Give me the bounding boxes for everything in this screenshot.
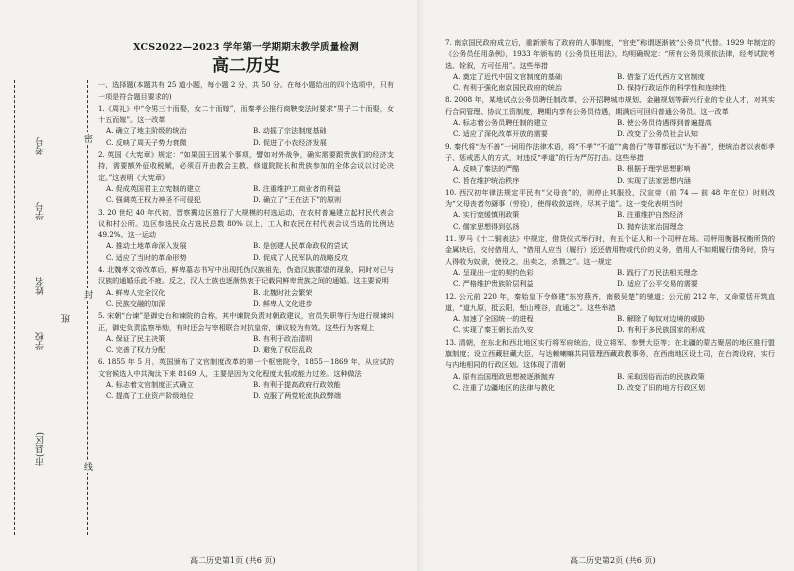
answer-option: A. 鲜卑人完全汉化	[106, 287, 166, 297]
question-item	[445, 233, 775, 289]
exam-title: XCS2022—2023 学年第一学期期末教学质量检测	[133, 42, 359, 53]
answer-option: C. 强调英王权力神圣不可侵犯	[106, 195, 201, 205]
option-grid	[98, 240, 394, 263]
question-item	[98, 264, 394, 309]
question-stem: 4. 北魏孝文帝改革后，鲜卑墓志书写中出现托伪汉族祖先，伪造汉族郡望的现象，同时对已与汉族的通婚乐此不疲。反之，汉人士族也逐渐热衷于记载同鲜卑贵族之间的通婚。这主要说明	[98, 265, 394, 286]
page-footer: 高二历史第1页 (共6 页)	[190, 556, 276, 565]
city-field-label: 市(县区)	[36, 432, 46, 467]
option-grid	[98, 183, 394, 206]
answer-option: A. 加速了全国统一的进程	[453, 314, 534, 324]
answer-option: D. 改变了旧的地方行政区划	[617, 382, 705, 392]
section-title: 一、选择题(本题共有 25 道小题，每小题 2 分，共 50 分。在每小题给出的四个选项中，只有一项是符合题目要求的)	[98, 80, 394, 101]
seal-mark: 封	[84, 288, 93, 301]
answer-option: B. 是创建人民革命政权的尝试	[253, 241, 348, 251]
answer-option: C. 儒家思想得到弘扬	[453, 221, 520, 231]
answer-option: B. 采取因俗而治的民族政策	[617, 371, 705, 381]
answer-option: D. 抛弃法家治国理念	[617, 221, 684, 231]
option-grid	[445, 117, 775, 140]
name-field-label: 姓名	[36, 277, 46, 295]
question-stem: 13. 清朝，在东北和西北地区实行将军府统治，设立将军、参赞大臣等；在北疆的蒙古聚居的地区推行盟旗制度；设立西藏驻藏大臣，与达赖喇嘛共同管理西藏政教事务，在西南地区设土司，在台湾设府，实行与内地相同的行政区划。这体现了清朝	[445, 337, 775, 370]
option-grid	[98, 287, 394, 310]
answer-option: A. 促成英国君主立宪制的建立	[106, 183, 201, 193]
option-grid	[98, 379, 394, 402]
option-grid	[445, 267, 775, 290]
answer-option: C. 民族交融的加深	[106, 298, 166, 308]
question-item	[445, 141, 775, 186]
question-item	[98, 103, 394, 148]
question-stem: 7. 南京国民政府成立后，重新颁布了政府的人事制度，“官吏”称谓逐渐被“公务员”代替。1929 年制定的《公务员任用条例》，1933 年颁布的《公务员任用法》，均明确规定：“所有公务员须依法律，经考试院考选、铨叙，方可任用”。这些举措	[445, 38, 775, 70]
question-stem: 6. 1855 年 5 月，英国颁布了文官制度改革的第一个枢密院令，1855－1869 年，从应试的文官候选人中共淘汰下来 8169 人，主要是因为文化程度太低或能力过差。这种做法	[98, 357, 394, 378]
question-item	[445, 94, 775, 139]
binding-dashed-line	[14, 80, 15, 535]
option-grid	[445, 209, 775, 232]
question-stem: 12. 公元前 220 年，秦始皇下令修建“东穷燕齐，南极吴楚”的驰道；公元前 212 年，又命蒙恬开筑直道，“道九原，抵云阳，堑山堙谷，直通之”。这些举措	[445, 291, 775, 312]
option-grid	[98, 125, 394, 148]
binding-margin	[12, 80, 92, 535]
answer-option: C. 严格维护贵族阶层利益	[453, 279, 534, 289]
question-stem: 2. 英国《大宪章》规定：“如果国王因某个事项，譬如对外战争，确实需要跟贵族们的经济支持，需要额外征收税赋，必须召开由教会主教、修道院院长和贵族参加的全体会议以讨论决定。”这表明《大宪章》	[98, 150, 394, 182]
answer-option: A. 呈现出一定的契约色彩	[453, 267, 534, 277]
answer-option: D. 克服了两党轮流执政弊端	[253, 391, 341, 401]
answer-option: D. 促进了小农经济发展	[253, 137, 327, 147]
answer-option: D. 实现了法家思想内涵	[617, 175, 691, 185]
answer-option: A. 标志着文官制度正式确立	[106, 380, 194, 390]
school-field-label: 学校	[36, 332, 46, 350]
answer-option: A. 实行宽缓慎刑政策	[453, 210, 520, 220]
answer-option: A. 原有治国理政思想被逐渐抛弃	[453, 371, 555, 381]
option-grid	[445, 163, 775, 186]
answer-option: C. 实现了秦王朝长治久安	[453, 325, 534, 335]
answer-option: C. 提高了工业资产阶级地位	[106, 391, 194, 401]
answer-option: A. 推动土地革命深入发展	[106, 241, 187, 251]
answer-option: D. 有利于多民族国家的形成	[617, 325, 705, 335]
answer-option: D. 促成了人民军队的战略反攻	[253, 252, 349, 262]
seal-mark: 线	[84, 460, 93, 473]
question-stem: 1.《周礼》中“令男三十而娶，女二十而嫁”，而秦孝公推行商鞅变法时要求“男子二十而娶，女十五而嫁”。这一改革	[98, 103, 394, 125]
question-item	[98, 207, 394, 263]
answer-option: C. 有利于强化南京国民政府的统治	[453, 83, 562, 93]
answer-option: B. 有利于提高政府行政效能	[253, 380, 341, 390]
answer-option: C. 适应了当时的革命形势	[106, 252, 187, 262]
answer-option: A. 奠定了近代中国文官制度的基础	[453, 71, 562, 81]
seat-field-label: 学号	[36, 202, 46, 220]
answer-option: D. 保持行政运作的科学性和连续性	[617, 83, 727, 93]
question-item	[98, 310, 394, 355]
subject-title: 高二历史	[212, 56, 280, 77]
class-field-label: 班	[62, 314, 72, 323]
answer-option: B. 注重维护自然经济	[617, 210, 684, 220]
right-page	[445, 36, 775, 393]
question-list	[98, 103, 394, 402]
page-footer: 高二历史第2页 (共6 页)	[570, 556, 656, 565]
question-stem: 11. 罗马《十二铜表法》中规定，借贷仪式举行时，有五个证人和一个司秤在场。司秤用衡器权衡所贷的金属块后，交付借用人，“借用人应当（履行）还还借用物或代价的义务，借用人不如期履行债务时，贷与人得收为奴隶，使役之，出卖之，杀戮之”。这一规定	[445, 234, 775, 266]
option-grid	[98, 333, 394, 356]
answer-option: D. 改变了公务员社会认知	[617, 129, 698, 139]
question-stem: 3. 20 世纪 40 年代初，晋察冀边区推行了大规模的村选运动，在农村普遍建立起村民代表会议和村公所。边区参选民众占选民总数 80% 以上，工人和农民在村代表会议当选的比例达 49.2%。这一运动	[98, 207, 394, 240]
answer-option: B. 根据于理学思想影响	[617, 164, 691, 174]
answer-option: C. 反映了周天子势力衰微	[106, 137, 187, 147]
exam-number-field-label: 考号	[36, 137, 46, 155]
option-grid	[445, 313, 775, 336]
left-page	[98, 36, 394, 402]
answer-option: D. 确立了“王在法下”的原则	[253, 195, 342, 205]
page-spine	[417, 0, 425, 571]
answer-option: A. 标志着公务员聘任制的建立	[453, 118, 548, 128]
question-stem: 10. 西汉初年律法规定平民有“父母丧”的，则停止其服役，汉宣帝（前 74 — 前 48 年在位）时则改为“父母丧者勿繇事（劳役），使得收敛送终，尽其子道”。这一变化表明当时	[445, 187, 775, 209]
answer-option: D. 避免了权臣乱政	[253, 345, 313, 355]
option-grid	[445, 371, 775, 394]
answer-option: B. 借鉴了近代西方文官制度	[617, 71, 705, 81]
question-item	[98, 356, 394, 401]
question-stem: 9. 秦代将“为不善”一词用作法律术语，将“不孝”“不道”“禽兽行”等罪都冠以“为不善”，使统治者以表彰孝子、惩戒恶人的方式，对违反“孝道”的行为严厉打击。这些举措	[445, 141, 775, 162]
option-grid	[445, 71, 775, 94]
answer-option: B. 有利于政治清明	[253, 333, 313, 343]
answer-option: C. 适应了深化改革开放的需要	[453, 129, 548, 139]
question-stem: 5. 宋朝“台谏”是御史台和谏院的合称，其中谏院负责对朝政建议，官员失职等行为进行规谏纠正，御史负责监察举劾，有时还会与宰相联合对抗皇帝，谏议较为有效。这些行为客观上	[98, 311, 394, 332]
answer-option: A. 反映了秦法的严酷	[453, 164, 520, 174]
answer-option: D. 鲜卑人文化进步	[253, 298, 313, 308]
answer-option: D. 适应了公平交易的需要	[617, 279, 698, 289]
question-item	[445, 291, 775, 336]
question-item	[445, 37, 775, 93]
answer-option: B. 解除了匈奴对边境的威胁	[617, 314, 705, 324]
seal-mark: 密	[84, 132, 93, 145]
answer-option: A. 保证了民主决策	[106, 333, 166, 343]
answer-option: B. 动摇了宗法制度基础	[253, 126, 327, 136]
answer-option: C. 完善了权力分配	[106, 345, 166, 355]
answer-option: B. 使公务员待遇得到普遍提高	[617, 118, 712, 128]
answer-option: A. 确立了地主阶级的统治	[106, 126, 187, 136]
question-list	[445, 37, 775, 393]
answer-option: C. 旨在维护统治秩序	[453, 175, 520, 185]
question-item	[445, 337, 775, 393]
answer-option: B. 北魏时社会繁荣	[253, 287, 313, 297]
question-item	[98, 149, 394, 205]
answer-option: B. 践行了万民法相关理念	[617, 267, 698, 277]
question-item	[445, 187, 775, 232]
answer-option: B. 注重维护工商业者的利益	[253, 183, 341, 193]
question-stem: 8. 2008 年，某地试点公务员聘任制改革，公开招聘城市规划、金融规划等薪兴行业的专业人才，对其实行合同管理、协议工资制度，聘期内享有公务员待遇，期满后可回归普通公务员。这一改革	[445, 95, 775, 116]
answer-option: C. 注重了边疆地区的法律与教化	[453, 382, 555, 392]
